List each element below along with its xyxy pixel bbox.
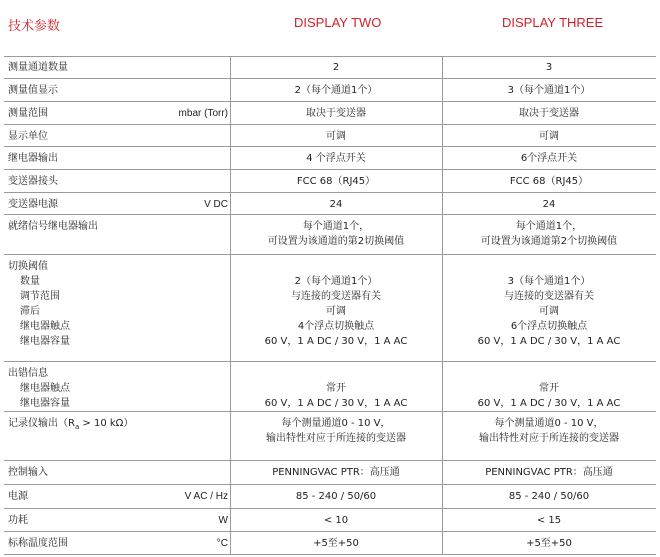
value-line bbox=[230, 259, 442, 274]
value-line: PENNINGVAC PTR：高压通 bbox=[485, 467, 613, 478]
value-display-two bbox=[230, 485, 442, 508]
row-label bbox=[8, 461, 234, 484]
value-line: 常开 bbox=[326, 383, 346, 394]
table-row bbox=[4, 461, 656, 485]
row-sublabel-line: 滞后 bbox=[20, 306, 40, 317]
row-label-line: 测量值显示 bbox=[8, 85, 58, 96]
row-sublabel-line: 继电器触点 bbox=[20, 321, 70, 332]
row-label bbox=[8, 125, 234, 146]
value-line: 取决于变送器 bbox=[519, 108, 579, 119]
row-label bbox=[8, 79, 234, 101]
unit-label: mbar (Torr) bbox=[178, 108, 228, 119]
value-display-two bbox=[230, 255, 442, 361]
value-display-three bbox=[442, 532, 656, 554]
row-sublabel-line: 继电器容量 bbox=[20, 336, 70, 347]
column-header-display-two: DISPLAY TWO bbox=[294, 15, 382, 30]
value-line: 与连接的变送器有关 bbox=[504, 291, 594, 302]
value-line bbox=[230, 366, 442, 381]
value-line: 可调 bbox=[539, 131, 559, 142]
value-display-three bbox=[442, 193, 656, 214]
row-sublabel-line: 数量 bbox=[20, 276, 40, 287]
row-label-line: 出错信息 bbox=[8, 368, 48, 379]
value-display-three bbox=[442, 509, 656, 531]
value-line: 60 V，1 A DC / 30 V，1 A AC bbox=[477, 336, 621, 347]
row-label bbox=[8, 102, 234, 124]
row-label bbox=[8, 362, 234, 411]
value-line: 85 - 240 / 50/60 bbox=[508, 491, 590, 502]
table-row bbox=[4, 509, 656, 532]
column-divider bbox=[230, 56, 231, 555]
value-display-two bbox=[230, 102, 442, 124]
row-label bbox=[8, 509, 234, 531]
value-line: 60 V，1 A DC / 30 V，1 A AC bbox=[264, 398, 408, 409]
unit-label: V AC / Hz bbox=[184, 491, 228, 502]
value-line: 4 个浮点开关 bbox=[306, 153, 366, 164]
value-display-two bbox=[230, 362, 442, 411]
value-display-three bbox=[442, 412, 656, 460]
label-subscript: a bbox=[74, 423, 80, 431]
value-line: FCC 68（RJ45） bbox=[296, 176, 376, 187]
table-row bbox=[4, 125, 656, 147]
value-display-three bbox=[442, 170, 656, 192]
value-display-three bbox=[442, 362, 656, 411]
row-label bbox=[8, 532, 234, 554]
value-line: 可调 bbox=[539, 306, 559, 317]
value-line: 6个浮点开关 bbox=[520, 153, 578, 164]
unit-label: V DC bbox=[204, 199, 228, 210]
row-label bbox=[8, 255, 234, 361]
row-label-line: 测量通道数量 bbox=[8, 62, 68, 73]
value-line: 3（每个通道1个） bbox=[507, 276, 591, 287]
value-line: 可设置为该通道的第2切换阈值 bbox=[267, 236, 405, 247]
value-display-three bbox=[442, 147, 656, 169]
table-row bbox=[4, 170, 656, 193]
row-label-line bbox=[8, 416, 234, 435]
value-display-two bbox=[230, 461, 442, 484]
value-display-two bbox=[230, 532, 442, 554]
value-line: 2 bbox=[332, 62, 340, 73]
value-line: 85 - 240 / 50/60 bbox=[295, 491, 377, 502]
unit-label: °C bbox=[216, 538, 228, 549]
value-line: 每个测量通道0 - 10 V， bbox=[494, 418, 604, 429]
value-display-two bbox=[230, 412, 442, 460]
value-display-two bbox=[230, 193, 442, 214]
value-display-three bbox=[442, 255, 656, 361]
table-row bbox=[4, 215, 656, 255]
value-line bbox=[442, 259, 656, 274]
value-line: 24 bbox=[329, 199, 343, 210]
row-label bbox=[8, 485, 234, 508]
row-label-line: 变送器接头 bbox=[8, 176, 58, 187]
row-label bbox=[8, 147, 234, 169]
value-line: 3 bbox=[545, 62, 553, 73]
value-line: 可设置为该通道第2个切换阈值 bbox=[480, 236, 618, 247]
value-line: 2（每个通道1个） bbox=[294, 85, 378, 96]
value-line: PENNINGVAC PTR：高压通 bbox=[272, 467, 400, 478]
row-label-line: 测量范围 bbox=[8, 108, 48, 119]
value-display-three bbox=[442, 485, 656, 508]
row-label-line: 继电器输出 bbox=[8, 153, 58, 164]
table-row bbox=[4, 362, 656, 412]
value-display-three bbox=[442, 56, 656, 78]
row-label-line: 电源 bbox=[8, 491, 28, 502]
value-line: +5至+50 bbox=[526, 538, 572, 549]
label-text: 记录仪输出（R bbox=[8, 418, 75, 429]
section-title: 技术参数 bbox=[8, 19, 61, 34]
row-label-line: 标称温度范围 bbox=[8, 538, 68, 549]
value-line: 60 V，1 A DC / 30 V，1 A AC bbox=[264, 336, 408, 347]
table-row bbox=[4, 147, 656, 170]
value-line: 取决于变送器 bbox=[306, 108, 366, 119]
value-line: 输出特性对应于所连接的变送器 bbox=[266, 433, 406, 444]
row-label bbox=[8, 193, 234, 214]
label-text: > 10 kΩ） bbox=[79, 418, 134, 429]
table-row bbox=[4, 532, 656, 555]
value-line: 60 V，1 A DC / 30 V，1 A AC bbox=[477, 398, 621, 409]
row-label bbox=[8, 170, 234, 192]
value-line: 输出特性对应于所连接的变送器 bbox=[479, 433, 619, 444]
row-label-line: 切换阈值 bbox=[8, 261, 48, 272]
unit-label: W bbox=[218, 515, 228, 526]
value-display-three bbox=[442, 125, 656, 146]
value-display-two bbox=[230, 170, 442, 192]
table-row bbox=[4, 102, 656, 125]
column-header-display-three: DISPLAY THREE bbox=[502, 15, 604, 30]
value-line: < 10 bbox=[323, 515, 349, 526]
value-line: 可调 bbox=[326, 306, 346, 317]
value-line: 4个浮点切换触点 bbox=[297, 321, 375, 332]
value-display-two bbox=[230, 79, 442, 101]
row-label-line: 控制输入 bbox=[8, 467, 48, 478]
row-label-line: 变送器电源 bbox=[8, 199, 58, 210]
column-divider bbox=[442, 56, 443, 555]
value-line bbox=[442, 366, 656, 381]
value-line: 每个通道1个， bbox=[302, 221, 370, 232]
row-label-line: 就绪信号继电器输出 bbox=[8, 221, 98, 232]
value-line: 2（每个通道1个） bbox=[294, 276, 378, 287]
value-line: 常开 bbox=[539, 383, 559, 394]
value-display-three bbox=[442, 461, 656, 484]
value-line: 6个浮点切换触点 bbox=[510, 321, 588, 332]
value-line: 可调 bbox=[326, 131, 346, 142]
value-line: < 15 bbox=[536, 515, 562, 526]
row-label bbox=[8, 412, 234, 460]
row-label bbox=[8, 56, 234, 78]
value-display-two bbox=[230, 215, 442, 254]
value-display-three bbox=[442, 102, 656, 124]
row-sublabel-line: 继电器触点 bbox=[20, 383, 70, 394]
value-line: +5至+50 bbox=[313, 538, 359, 549]
value-display-two bbox=[230, 56, 442, 78]
table-row bbox=[4, 79, 656, 102]
value-display-two bbox=[230, 509, 442, 531]
row-label-line: 功耗 bbox=[8, 515, 28, 526]
table-row bbox=[4, 255, 656, 362]
value-line: 每个通道1个， bbox=[515, 221, 583, 232]
value-display-three bbox=[442, 79, 656, 101]
value-line: 3（每个通道1个） bbox=[507, 85, 591, 96]
row-sublabel-line: 继电器容量 bbox=[20, 398, 70, 409]
row-label-line: 显示单位 bbox=[8, 131, 48, 142]
value-line: 每个测量通道0 - 10 V， bbox=[281, 418, 391, 429]
value-line: FCC 68（RJ45） bbox=[509, 176, 589, 187]
table-row bbox=[4, 193, 656, 215]
table-row bbox=[4, 412, 656, 461]
value-display-two bbox=[230, 147, 442, 169]
value-display-three bbox=[442, 215, 656, 254]
row-sublabel-line: 调节范围 bbox=[20, 291, 60, 302]
table-row bbox=[4, 56, 656, 79]
value-line: 24 bbox=[542, 199, 556, 210]
value-display-two bbox=[230, 125, 442, 146]
table-row bbox=[4, 485, 656, 509]
value-line: 与连接的变送器有关 bbox=[291, 291, 381, 302]
row-label bbox=[8, 215, 234, 254]
